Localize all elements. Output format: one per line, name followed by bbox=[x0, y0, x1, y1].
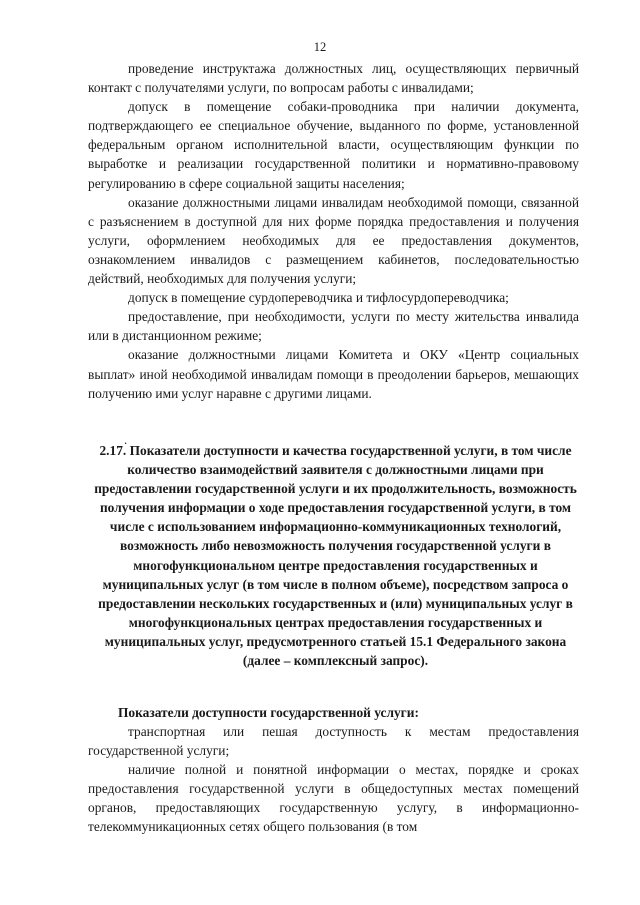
section-heading: 2.17. Показатели доступности и качества государственной услуги, в том числе количество взаимодействий заявителя с должностными лицами при предоставлении государственной услуги и их продолжительность, возможность получения информации о ходе предоставления государственной услуги, в том числе с использованием информационно-коммуникационных технологий, возможность либо невозможность получения государственной услуги в многофункциональном центре предоставления государственных и муниципальных услуг (в том числе в полном объеме), посредством запроса о предоставлении нескольких государственных и (или) муниципальных услуг в многофункциональных центрах предоставления государственных и муниципальных услуг, предусмотренного статьей 15.1 Федерального закона (далее – комплексный запрос). bbox=[94, 443, 577, 669]
page-number: 12 bbox=[313, 40, 327, 54]
paragraph-interpreter: допуск в помещение сурдопереводчика и тифлосурдопереводчика; bbox=[128, 290, 509, 306]
paragraph-instruction: проведение инструктажа должностных лиц, осуществляющих первичный контакт с получателями услуги, по вопросам работы с инвалидами; bbox=[88, 61, 579, 96]
lower-body-text bbox=[88, 722, 579, 837]
paragraph-remote-service: предоставление, при необходимости, услуги по месту жительства инвалида или в дистанционном режиме; bbox=[88, 309, 579, 344]
paragraph-information: наличие полной и понятной информации о местах, порядке и сроках предоставления государственной услуги в общедоступных местах помещений органов, предоставляющих государственную услугу, в информационно-телекоммуникационных сетях общего пользования (в том bbox=[88, 762, 579, 835]
upper-body-text bbox=[88, 59, 579, 403]
stray-mark: . bbox=[124, 432, 128, 447]
paragraph-other-help: оказание должностными лицами Комитета и ОКУ «Центр социальных выплат» иной необходимой инвалидам помощи в преодолении барьеров, мешающих получению ими услуг наравне с другими лицами. bbox=[88, 347, 579, 401]
subheading: Показатели доступности государственной услуги: bbox=[118, 705, 419, 720]
paragraph-assistance: оказание должностными лицами инвалидам необходимой помощи, связанной с разъяснением в доступной для них форме порядка предоставления и получения услуги, оформлением необходимых для ее предоставления документов, ознакомлением инвалидов с размещением кабинетов, последовательностью действий, необходимых для получения услуги; bbox=[88, 194, 579, 287]
paragraph-guide-dog: допуск в помещение собаки-проводника при наличии документа, подтверждающего ее специальное обучение, выданного по форме, установленной федеральным органом исполнительной власти, осуществляющим функции по выработке и реализации государственной политики и нормативно-правовому регулированию в сфере социальной защиты населения; bbox=[88, 99, 579, 191]
paragraph-transport: транспортная или пешая доступность к местам предоставления государственной услуги; bbox=[88, 724, 579, 759]
